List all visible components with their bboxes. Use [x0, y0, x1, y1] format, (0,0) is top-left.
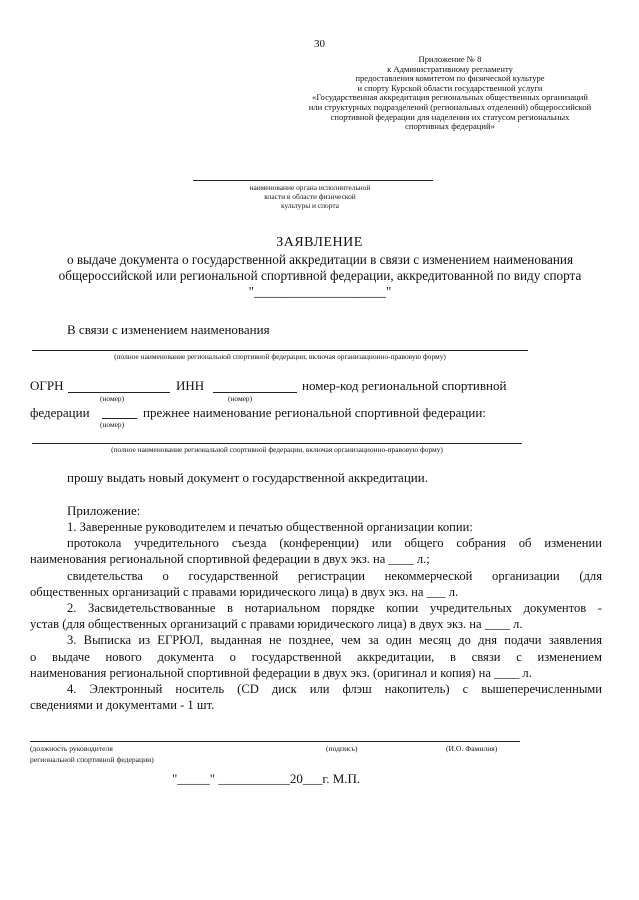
- organ-caption-line: наименование органа исполнительной: [249, 183, 371, 192]
- attachment-line: 2. Засвидетельствованные в нотариальном порядке копии учредительных документов -: [67, 601, 602, 616]
- organ-caption-line: власти в области физической: [264, 192, 356, 201]
- attachment-line: наименования региональной спортивной федерации в двух экз. (оригинал и копия) на ____ л.: [30, 665, 532, 680]
- position-caption: (должность руководителя: [30, 744, 113, 753]
- attachments-list: [30, 519, 602, 713]
- attachment-line: сведениями и документами - 1 шт.: [30, 698, 215, 713]
- signature-caption: (подпись): [326, 744, 358, 753]
- inn-label: ИНН: [176, 378, 205, 393]
- annex-line: или структурных подразделений (региональных отделений) общероссийской: [308, 101, 592, 112]
- intro-text: В связи с изменением наименования: [67, 322, 270, 337]
- annex-line: Приложение № 8: [418, 54, 482, 64]
- annex-line: спортивной федерации для наделения их статусом региональных: [330, 111, 570, 122]
- annex-line: предоставления комитетом по физической культуре: [355, 73, 545, 84]
- attachment-line: 4. Электронный носитель (CD диск или флэш накопитель) с вышеперечисленными: [67, 682, 602, 697]
- ogrn-field[interactable]: [68, 392, 170, 393]
- annex-line: спортивных федераций»: [405, 121, 495, 132]
- document-title: ЗАЯВЛЕНИЕ: [276, 235, 363, 250]
- inn-number-caption: (номер): [228, 394, 253, 403]
- date-line[interactable]: "_____" ___________20___г. М.П.: [172, 771, 361, 786]
- signature-line[interactable]: [30, 741, 520, 742]
- attachment-line: о выдаче нового документа о государственной аккредитации, в связи с изменением: [30, 649, 602, 664]
- organ-caption-line: культуры и спорта: [281, 201, 339, 210]
- federation-number-caption: (номер): [100, 420, 125, 429]
- code-label: номер-код региональной спортивной: [302, 378, 507, 393]
- full-name-line[interactable]: [32, 350, 528, 351]
- attachment-line: общественных организаций с правами юридического лица) в двух экз. на ___ л.: [30, 584, 459, 599]
- attachment-line: наименования региональной спортивной федерации в двух экз. на ____ л.;: [30, 552, 430, 567]
- ogrn-label: ОГРН: [30, 378, 64, 393]
- federation-code-field[interactable]: [102, 418, 137, 419]
- subtitle-line: о выдаче документа о государственной аккредитации в связи с изменением наименования: [66, 252, 574, 267]
- organ-name-line[interactable]: [193, 180, 433, 181]
- full-name-caption: (полное наименование региональной спортивной федерации, включая организационно-правовую форму): [114, 352, 446, 361]
- attachments-heading: Приложение:: [67, 503, 141, 518]
- attachment-line: устав (для общественных организаций с правами юридического лица) в двух экз. на ____ л.: [30, 617, 523, 632]
- annex-header: [300, 55, 600, 132]
- page-number: 30: [314, 38, 325, 50]
- subtitle-line: общероссийской или региональной спортивной федерации, аккредитованной по виду спорта: [58, 268, 582, 283]
- attachment-line: 1. Заверенные руководителем и печатью общественной организации копии:: [67, 520, 473, 534]
- prev-name-line[interactable]: [32, 443, 522, 444]
- document-subtitle: [20, 252, 620, 300]
- annex-line: и спорту Курской области государственной услуги: [357, 82, 543, 93]
- annex-line: «Государственная аккредитация региональных общественных организаций: [312, 92, 588, 103]
- annex-line: к Административному регламенту: [387, 63, 513, 74]
- prev-name-caption: (полное наименование региональной спортивной федерации, включая организационно-правовую форму): [111, 445, 443, 454]
- ogrn-number-caption: (номер): [100, 394, 125, 403]
- organ-caption: [190, 183, 430, 210]
- sport-field[interactable]: "____________________": [248, 284, 392, 299]
- attachment-line: 3. Выписка из ЕГРЮЛ, выданная не позднее, чем за один месяц до дня подачи заявления: [67, 633, 602, 648]
- request-text: прошу выдать новый документ о государственной аккредитации.: [67, 470, 428, 485]
- inn-field[interactable]: [213, 392, 297, 393]
- federation-label: федерации: [30, 405, 90, 420]
- attachment-line: протокола учредительного съезда (конференции) или общего собрания об изменении: [67, 536, 602, 551]
- attachment-line: свидетельства о государственной регистрации некоммерческой организации (для: [67, 568, 602, 583]
- position-caption-2: региональной спортивной федерации): [30, 755, 154, 764]
- prev-name-label: прежнее наименование региональной спортивной федерации:: [143, 405, 486, 420]
- name-caption: (И.О. Фамилия): [446, 744, 498, 753]
